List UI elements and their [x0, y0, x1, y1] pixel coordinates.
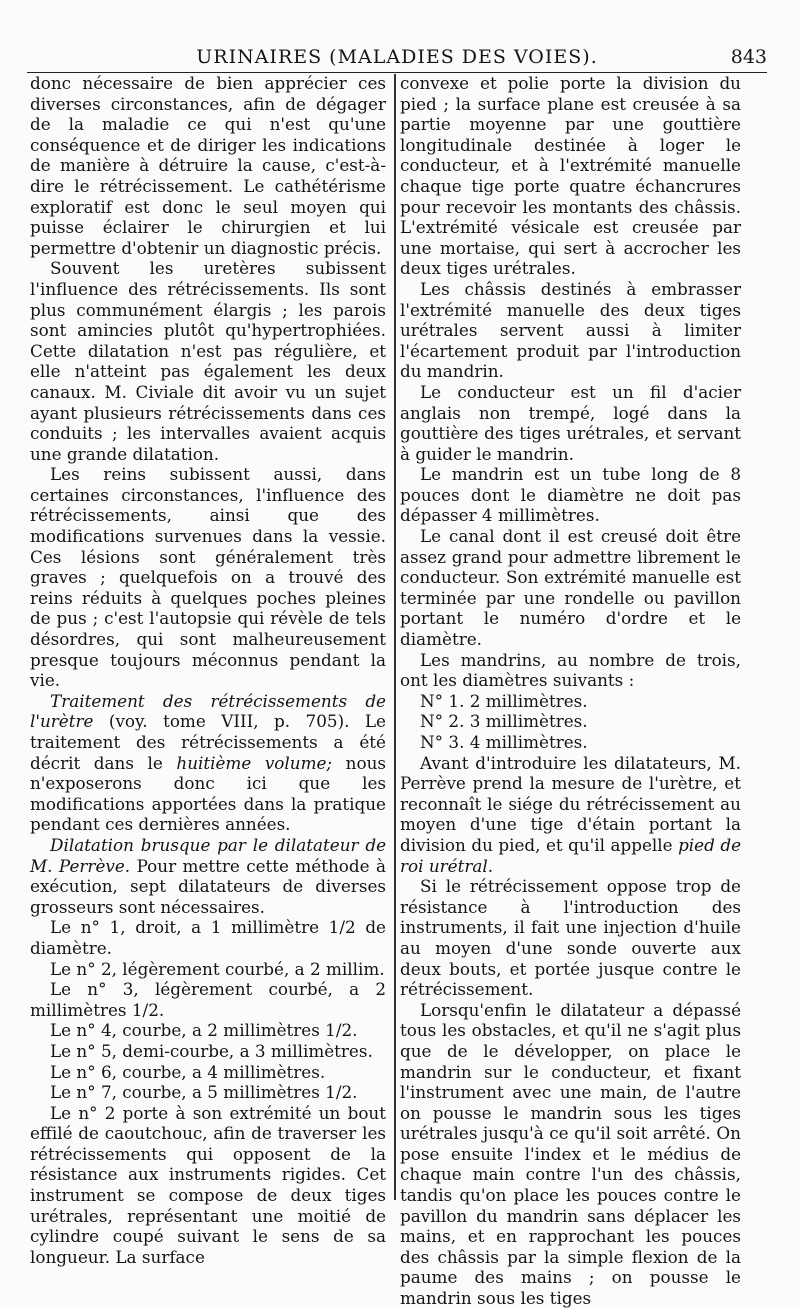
list-item: Le n° 5, demi-courbe, a 3 millimètres.: [50, 1040, 373, 1061]
running-head: URINAIRES (MALADIES DES VOIES).: [196, 46, 598, 68]
list-item: Le n° 6, courbe, a 4 millimètres.: [50, 1061, 326, 1082]
paragraph: [30, 691, 386, 835]
paragraph: Le canal dont il est creusé doit être assez grand pour admettre librement le conducteur. Son extrémité manuelle est terminée par une rondelle ou pavillon portant le numéro d'ordre et le diamètre.: [400, 526, 741, 650]
paragraph-text: nous n'exposerons donc ici que les modifications apportées dans la pratique pendant ces dernières années.: [30, 752, 387, 835]
paragraph: Lorsqu'enfin le dilatateur a dépassé tous les obstacles, et qu'il ne s'agit plus que de le développer, on place le mandrin sur le conducteur, et fixant l'instrument avec une main, de l'autre on pousse le mandrin sous les tiges urétrales jusqu'à ce qu'il soit arrêté. On pose ensuite l'index et le médius de chaque main contre l'un des châssis, tandis qu'on place les pouces contre le pavillon du mandrin sans déplacer les mains, et en rapprochant les pouces des châssis par la simple flexion de la paume des mains ; on pousse le mandrin sous les tiges: [400, 999, 741, 1309]
paragraph: Le mandrin est un tube long de 8 pouces dont le diamètre ne doit pas dépasser 4 millimètres.: [400, 464, 741, 526]
paragraph: Souvent les uretères subissent l'influence des rétrécissements. Ils sont plus communément élargis ; les parois sont amincies plutôt qu'hypertrophiées. Cette dilatation n'est pas régulière, et elle n'atteint pas également les deux canaux. M. Civiale dit avoir vu un sujet ayant plusieurs rétrécissements dans ces conduits ; les intervalles avaient acquis une grande dilatation.: [30, 258, 386, 464]
paragraph-text: Avant d'introduire les dilatateurs, M. Perrève prend la mesure de l'urètre, et reconnaît le siége du rétrécissement au moyen d'une tige d'étain portant la division du pied, et qu'il appelle: [400, 752, 741, 855]
list-item: Le n° 1, droit, a 1 millimètre 1/2 de diamètre.: [30, 917, 386, 958]
page-number: 843: [730, 46, 767, 68]
paragraph: convexe et polie porte la division du pied ; la surface plane est creusée à sa partie moyenne par une gouttière longitudinale destinée à loger le conducteur, et à l'extrémité manuelle chaque tige porte quatre échancrures pour recevoir les montants des châssis. L'extrémité vésicale est creusée par une mortaise, qui sert à accrocher les deux tiges urétrales.: [400, 73, 741, 279]
section-title: Dilatation brusque par le dilatateur de M. Perrève.: [30, 834, 386, 876]
paragraph: Le conducteur est un fil d'acier anglais non trempé, logé dans la gouttière des tiges urétrales, et servant à guider le mandrin.: [400, 381, 741, 464]
paragraph: [30, 835, 386, 917]
list-item: N° 2. 3 millimètres.: [420, 711, 588, 732]
section-title: Traitement des rétrécissements de l'urètre: [30, 690, 386, 732]
term: pied de roi urétral.: [400, 834, 741, 876]
volume-ref: huitième volume;: [176, 752, 333, 773]
column-divider: [394, 74, 396, 1200]
paragraph: Les reins subissent aussi, dans certaines circonstances, l'influence des rétrécissements, ainsi que des modifications survenues dans la vessie. Ces lésions sont généralement très graves ; quelquefois on a trouvé des reins réduits à quelques poches pleines de pus ; c'est l'autopsie qui révèle de tels désordres, qui sont malheureusement presque toujours méconnus pendant la vie.: [30, 464, 386, 691]
list-item: N° 1. 2 millimètres.: [420, 690, 588, 711]
paragraph: [400, 753, 741, 877]
paragraph-text: Pour mettre cette méthode à exécution, sept dilatateurs de diverses grosseurs sont nécessaires.: [30, 855, 386, 917]
list-item: Le n° 3, légèrement courbé, a 2 millimètres 1/2.: [30, 979, 386, 1020]
right-column: [400, 73, 741, 1309]
list-item: Le n° 4, courbe, a 2 millimètres 1/2.: [50, 1020, 358, 1041]
paragraph: Les mandrins, au nombre de trois, ont les diamètres suivants :: [400, 649, 741, 691]
paragraph: Si le rétrécissement oppose trop de résistance à l'introduction des instruments, il fait une injection d'huile au moyen d'une sonde ouverte aux deux bouts, et portée jusque contre le rétrécissement.: [400, 876, 741, 1000]
page-header: [27, 42, 767, 73]
list-item: Le n° 7, courbe, a 5 millimètres 1/2.: [50, 1082, 358, 1103]
paragraph: Les châssis destinés à embrasser l'extrémité manuelle des deux tiges urétrales servent aussi à limiter l'écartement produit par l'introduction du mandrin.: [400, 278, 741, 382]
list-item: Le n° 2, légèrement courbé, a 2 millim.: [50, 958, 385, 979]
paragraph: Le n° 2 porte à son extrémité un bout effilé de caoutchouc, afin de traverser les rétrécissements qui opposent de la résistance aux instruments rigides. Cet instrument se compose de deux tiges urétrales, représentant une moitié de cylindre coupé suivant le sens de sa longueur. La surface: [30, 1102, 386, 1267]
paragraph: donc nécessaire de bien apprécier ces diverses circonstances, afin de dégager de la maladie ce qui n'est qu'une conséquence et de diriger les indications de manière à détruire la cause, c'est-à-dire le rétrécissement. Le cathétérisme exploratif est donc le seul moyen qui puisse éclairer le chirurgien et lui permettre d'obtenir un diagnostic précis.: [30, 73, 386, 258]
reference: (voy. tome VIII, p. 705).: [108, 711, 350, 732]
paragraph-text: Le traitement des rétrécissements a été décrit dans le: [30, 711, 386, 773]
list-item: N° 3. 4 millimètres.: [420, 732, 588, 752]
left-column: [30, 73, 387, 1267]
